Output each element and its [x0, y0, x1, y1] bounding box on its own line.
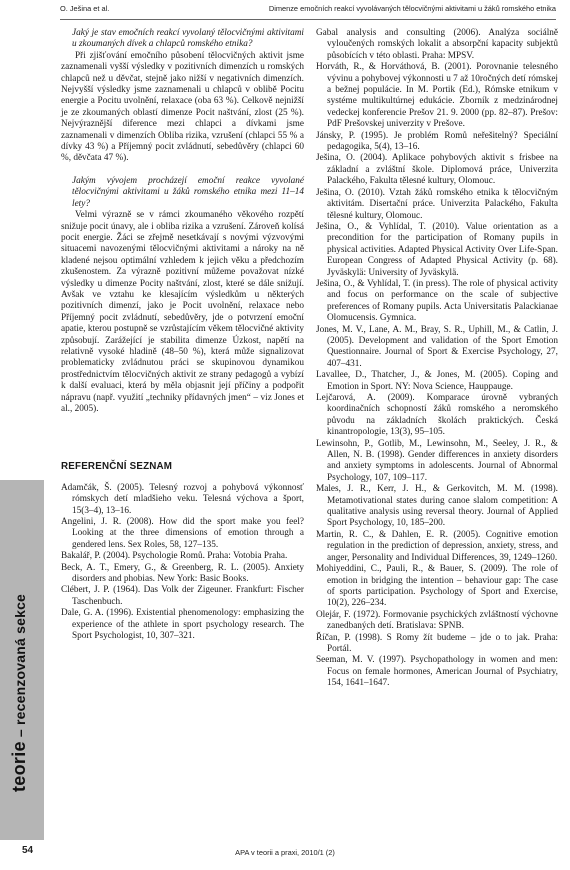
page-number: 54: [22, 845, 34, 856]
reference-item: Lejčarová, A. (2009). Komparace úrovně vybraných koordinačních schopností žáků romského a neromského původu na základních školách praktických. Česká kinantropologie, 13(3), 95–105.: [316, 393, 558, 438]
reference-item: Olejár, F. (1972). Formovanie psychických zvláštností výchovne zanedbaných detí. Bratislava: SPNB.: [316, 609, 558, 632]
spacer: [61, 165, 304, 176]
reference-item: Angelini, J. R. (2008). How did the sport make you feel? Looking at the three dimensions of emotion through a gendered lens. Sex Roles, 58, 127–135.: [61, 517, 304, 550]
journal-footer: APA v teorii a praxi, 2010/1 (2): [235, 848, 335, 857]
reference-item: Ješina, O. (2010). Vztah žáků romského etnika k tělocvičným aktivitám. Disertační práce. Univerzita Palackého, Fakulta tělesné kultury, Olomouc.: [316, 187, 558, 221]
running-head-title: Dimenze emočních reakcí vyvolávaných tělocvičnými aktivitami u žáků romského etnika: [268, 4, 556, 13]
reference-item: Beck, A. T., Emery, G., & Greenberg, R. L. (2005). Anxiety disorders and phobias. New York: Basic Books.: [61, 562, 304, 585]
reference-item: Říčan, P. (1998). S Romy žít budeme – jde o to jak. Praha: Portál.: [316, 632, 558, 654]
paragraph-results-1: Při zjišťování emočního působení tělocvičných aktivit jsme zaznamenali vyšší výsledky v pozitivních dimenzích u romských chlapců než u děvčat, stejně jako nižší v negativních dimenzích. Nejvyšší výsledky jsme zaznamenali u chlapců v oblibě Pocitu energie a Pocitu uvolnění, relaxace (oba 63 %). Celkově nejnižší je ze zkoumaných oblastí dimenze Pocit naštvání, zlost (25 %). Nejvýraznější diference mezi chlapci a dívkami jsme zaznamenali v dimenzích Obliba rizika, vzrušení (chlapci 55 % a dívky 43 %) a Příjemný pocit zvládnutí, sebedůvěry (chlapci 60 %, děvčata 47 %).: [61, 50, 304, 164]
reference-item: Seeman, M. V. (1997). Psychopathology in women and men: Focus on female hormones, American Journal of Psychiatry, 154, 1641–1647.: [316, 655, 558, 689]
spacer: [61, 473, 304, 483]
right-column: [316, 28, 558, 690]
reference-item: Males, J. R., Kerr, J. H., & Gerkovitch, M. M. (1998). Metamotivational states during canoe slalom competition: A qualitative analysis using reversal theory. Journal of Applied Sport Psychology, 10, 185–200.: [316, 484, 558, 529]
reference-item: Ješina, O., & Vyhlídal, T. (2010). Value orientation as a precondition for the participation of Romany pupils in physical activities. Adapted Physical Activity Over Life-Span. European Congress of Adapted Physical Activity (p. 68). Jyväskylä: University of Jyväskylä.: [316, 221, 558, 278]
left-column: [61, 28, 304, 643]
research-question-2: Jakým vývojem procházejí emoční reakce vyvolané tělocvičnými aktivitami u žáků romského etnika mezi 11–14 lety?: [72, 175, 304, 209]
reference-item: Jones, M. V., Lane, A. M., Bray, S. R., Uphill, M., & Catlin, J. (2005). Development and validation of the Sport Emotion Questionnaire. Journal of Sport & Exercise Psychology, 27, 407–431.: [316, 324, 558, 369]
reference-item: Dale, G. A. (1996). Existential phenomenology: emphasizing the experience of the athlete in sport psychology research. The Sport Psychologist, 10, 307–321.: [61, 608, 304, 642]
section-label-main: teorie: [9, 741, 29, 792]
paragraph-results-2: Velmi výrazně se v rámci zkoumaného věkového rozpětí snižuje pocit únavy, ale i obliba rizika a vzrušení. Zároveň kolísá pocit energie. Žáci se zřejmě nesetkávají s novými výzvovými situacemi navozenými tělocvičnými aktivitami a nároky na ně kladené nejsou optimální vzhledem k jejich věku a předchozím zkušenostem. Za výrazně pozitivní můžeme považovat nízké výsledky u dimenze Pocity naštvání, zlost, které se dále snižují. Avšak ve vztahu ke klesajícím výsledkům u některých pozitivních dimenzí, jako je Pocit uvolnění, relaxace nebo Příjemný pocit zvládnutí, sebedůvěry, jde o potvrzení emoční apatie, kterou postupně se vzrůstajícím věkem tělocvičné aktivity způsobují. Zarážející je stabilita dimenze Úzkost, napětí na relativně vysoké hladině (48–50 %), která může signalizovat problematicky zvládnutou práci se skupinovou dynamikou prostřednictvím tělocvičných aktivit ze strany pedagogů a vybízí k další evaluaci, která by měla objasnit její příčiny a podpořit nápravu (např. využití „techniky přídavných jmen“ – viz Jones et al., 2005).: [61, 210, 304, 414]
research-question-1: Jaký je stav emočních reakcí vyvolaný tělocvičnými aktivitami u zkoumaných dívek a chlapců romského etnika?: [72, 28, 304, 50]
header-rule: [60, 19, 556, 20]
reference-item: Lavallee, D., Thatcher, J., & Jones, M. (2005). Coping and Emotion in Sport. NY: Nova Science, Hauppauge.: [316, 370, 558, 392]
reference-item: Martin, R. C., & Dahlen, E. R. (2005). Cognitive emotion regulation in the prediction of depression, anxiety, stress, and anger, Personality and Individual Differences, 39, 1249–1260.: [316, 529, 558, 563]
section-label: [9, 452, 30, 792]
reference-item: Bakalář, P. (2004). Psychologie Romů. Praha: Votobia Praha.: [61, 551, 288, 562]
reference-heading: REFERENČNÍ SEZNAM: [61, 461, 173, 473]
reference-item: Ješina, O. (2004). Aplikace pohybových aktivit s frisbee na základní a zvláštní škole. Diplomová práce, Univerzita Palackého, Fakulta tělesné kultury, Olomouc.: [316, 153, 558, 187]
reference-item: Mohiyeddini, C., Pauli, R., & Bauer, S. (2009). The role of emotion in bridging the intention – behaviour gap: The case of sports participation. Psychology of Sport and Exercise, 10(2), 226–234.: [316, 564, 558, 609]
running-head-author: O. Ješina et al.: [60, 4, 110, 13]
reference-item: Ješina, O., & Vyhlídal, T. (in press). The role of physical activity and focus on performance on the scale of subjective preferences of Romany pupils. Acta Universitatis Palackianae Olomucensis. Gymnica.: [316, 278, 558, 324]
section-label-rest: recenzovaná sekce: [12, 593, 28, 725]
section-label-sep: –: [12, 725, 28, 742]
reference-item: Jánsky, P. (1995). Je problém Romů neřešitelný? Speciální pedagogika, 5(4), 13–16.: [316, 130, 558, 153]
reference-item: Horváth, R., & Horváthová, B. (2001). Porovnanie telesného vývinu a pohybovej výkonnosti u 7 až 10ročných detí rómskej a bežnej populácie. In M. Portik (Ed.), Rómske etnikum v systéme multikultúrnej edukácie. Zborník z medzinárodnej vedeckej konferencie Prešov 21. 9. 2000 (pp. 82–87). Prešov: PdF Prešovskej univerzity v Prešove.: [316, 62, 558, 130]
reference-item: Adamčák, Š. (2005). Telesný rozvoj a pohybová výkonnosť rómskych detí mladšieho veku. Telesná výchova a šport, 15(3–4), 13–16.: [61, 482, 304, 516]
reference-item: Gabal analysis and consulting (2006). Analýza sociálně vyloučených romských lokalit a absorpční kapacity subjektů působících v této oblasti. Praha: MPSV.: [316, 28, 558, 61]
reference-item: Clébert, J. P. (1964). Das Volk der Zigeuner. Frankfurt: Fischer Taschenbuch.: [61, 585, 304, 607]
reference-item: Lewinsohn, P., Gotlib, M., Lewinsohn, M., Seeley, J. R., & Allen, N. B. (1998). Gender differences in anxiety disorders and anxiety symptoms in adolescents. Journal of Abnormal Psychology, 107, 109–117.: [316, 438, 558, 483]
spacer: [61, 415, 304, 461]
